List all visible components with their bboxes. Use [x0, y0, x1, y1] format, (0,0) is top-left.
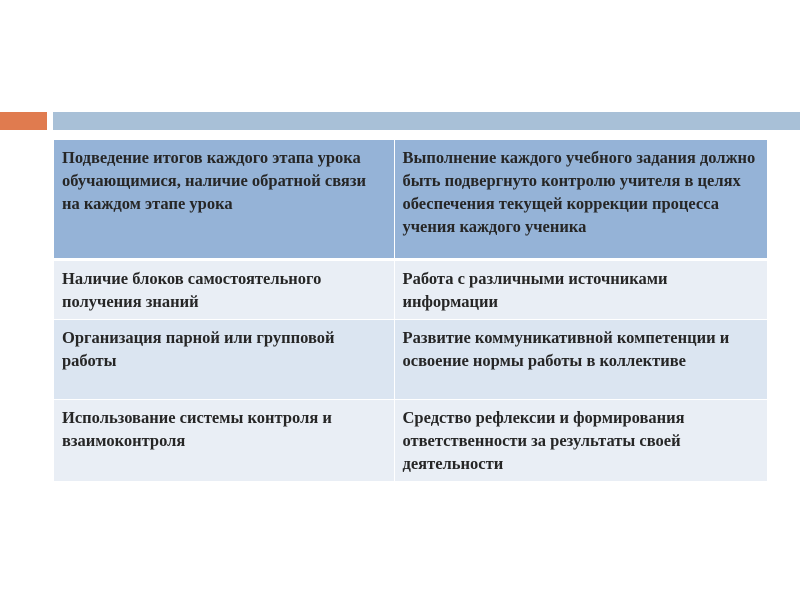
table-row [54, 259, 767, 319]
accent-bar-blue [53, 112, 800, 130]
table-header-row [54, 140, 767, 259]
table-row [54, 319, 767, 399]
row-cell-right: Средство рефлексии и формирования ответственности за результаты своей деятельности [394, 399, 767, 481]
row-cell-left: Использование системы контроля и взаимоконтроля [54, 399, 394, 481]
content-table [54, 140, 767, 482]
row-cell-right: Работа с различными источниками информации [394, 259, 767, 319]
accent-bar-orange [0, 112, 47, 130]
row-cell-left: Наличие блоков самостоятельного получения знаний [54, 259, 394, 319]
table-row [54, 399, 767, 481]
header-cell-right: Выполнение каждого учебного задания должно быть подвергнуто контролю учителя в целях обеспечения текущей коррекции процесса учения каждого ученика [394, 140, 767, 259]
row-cell-left: Организация парной или групповой работы [54, 319, 394, 399]
row-cell-right: Развитие коммуникативной компетенции и освоение нормы работы в коллективе [394, 319, 767, 399]
header-cell-left: Подведение итогов каждого этапа урока обучающимися, наличие обратной связи на каждом этапе урока [54, 140, 394, 259]
